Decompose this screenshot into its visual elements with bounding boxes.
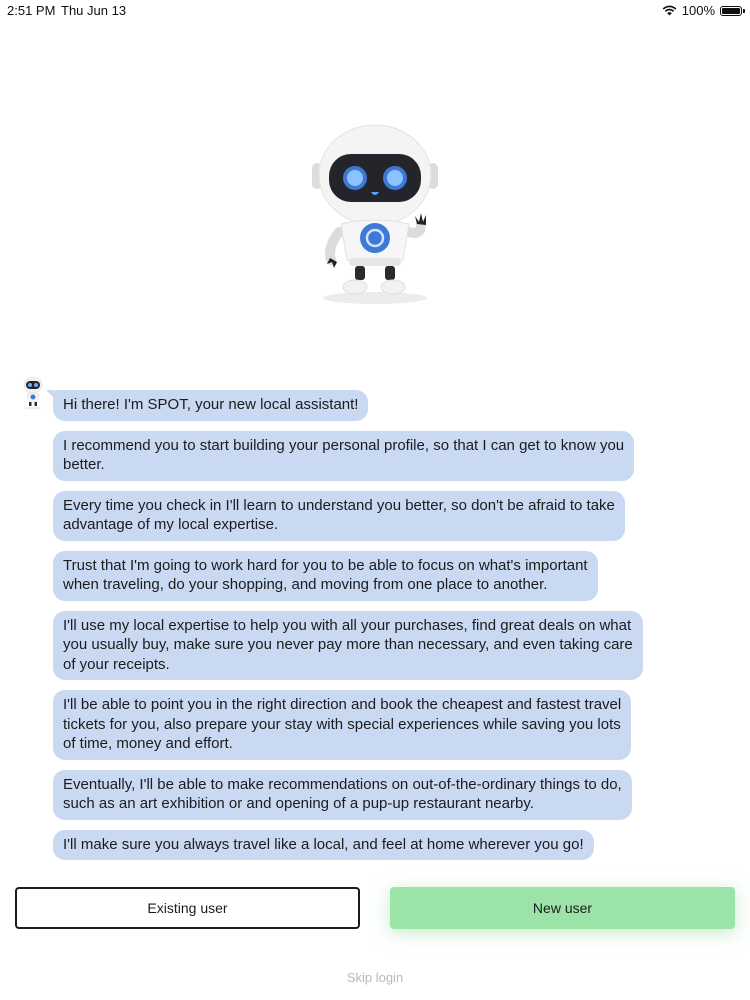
chat-line: when traveling, do your shopping, and moving from one place to another.: [63, 576, 548, 593]
chat-messages: [53, 390, 678, 870]
chat-line: I'll use my local expertise to help you with all your purchases, find great deals on what: [63, 616, 632, 634]
chat-line: Trust that I'm going to work hard for you to be able to focus on what's important: [63, 556, 588, 574]
chat-bubble: [53, 770, 632, 820]
chat-bubble: [53, 690, 631, 760]
status-bar: [0, 0, 750, 22]
chat-line: you usually buy, make sure you never pay more than necessary, and even taking care: [63, 636, 633, 653]
battery-percent: 100%: [681, 3, 715, 18]
skip-login-link[interactable]: Skip login: [346, 970, 404, 985]
chat-bubble: [53, 431, 634, 481]
robot-mascot-icon: [305, 120, 445, 310]
battery-icon: [720, 6, 742, 16]
chat-bubble: [53, 491, 625, 541]
chat-line: tickets for you, also prepare your stay with special experiences while saving you lots: [63, 715, 621, 733]
chat-bubble: [53, 551, 598, 601]
chat-line: Eventually, I'll be able to make recommendations on out-of-the-ordinary things to do,: [63, 775, 622, 793]
robot-avatar-icon: [20, 376, 46, 410]
chat-line: I recommend you to start building your personal profile, so that I can get to know you: [63, 436, 625, 454]
chat-line: I'll make sure you always travel like a local, and feel at home wherever you go!: [63, 835, 584, 853]
chat-bubble: [53, 830, 594, 861]
status-right: [662, 3, 742, 18]
chat-line: such as an art exhibition or and opening of a pup-up restaurant nearby.: [63, 795, 534, 812]
chat-line: advantage of my local expertise.: [63, 516, 279, 533]
new-user-button[interactable]: New user: [390, 887, 735, 929]
chat-line: of time, money and effort.: [63, 735, 233, 752]
chat-line: better.: [63, 456, 105, 473]
existing-user-button[interactable]: Existing user: [15, 887, 360, 929]
chat-line: I'll be able to point you in the right direction and book the cheapest and fastest travel: [63, 696, 622, 713]
chat-line: Every time you check in I'll learn to understand you better, so don't be afraid to take: [63, 496, 615, 514]
wifi-icon: [662, 5, 677, 16]
status-date: Thu Jun 13: [61, 3, 127, 18]
chat-bubble: [53, 390, 368, 421]
chat-line: Hi there! I'm SPOT, your new local assistant!: [63, 396, 359, 413]
status-time: 2:51 PM: [7, 3, 56, 18]
chat-line: of your receipts.: [63, 655, 170, 673]
chat-bubble: [53, 611, 643, 681]
